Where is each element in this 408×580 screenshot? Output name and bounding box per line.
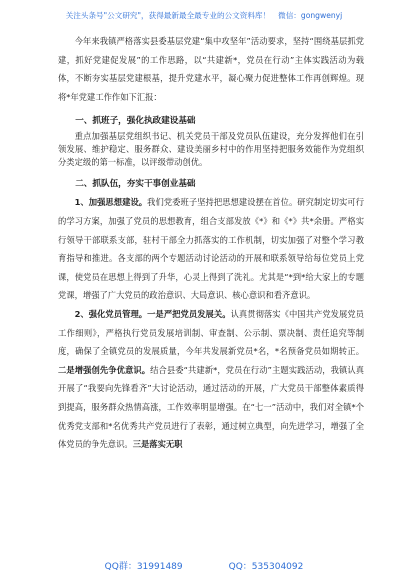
document-body xyxy=(58,32,364,454)
footer-qq-group: QQ群：31991489 xyxy=(104,562,183,572)
activity-text: 结合县委“共建新*，党员在行动”主题实践活动，我镇认真开展了“我要向先锋看齐”大讨论活动，通过活动的开展，广大党员干部整体素质得到提高，服务群众热情高涨，工作效率明显增强。在“七一”活动中，我们对全镇*个优秀党支部和*名优秀共产党员进行了表彰，通过树立典型，向先进学习，增强了全体党员的争先意识。 xyxy=(58,364,364,450)
section-1-paragraph: 重点加强基层党组织书记、机关党员干部及党员队伍建设，充分发挥他们在引领发展、维护稳定、服务群众、建设美丽乡村中的作用坚持把服务效能作为党组织分类定级的第一标准，以评级带动创优。 xyxy=(58,131,364,168)
thought-building-lead: 1、加强思想建设。 xyxy=(74,197,148,208)
member-management-tail: 二是增强创先争优意识。 xyxy=(58,364,151,375)
member-management-lead: 2、强化党员管理。一是严把党员发展关。 xyxy=(74,308,231,319)
paragraph-thought-building xyxy=(58,193,364,305)
section-heading-1: 一、抓班子，强化执政建设基础 xyxy=(75,116,196,127)
banner-promo-text: 关注头条号"公文研究"，获得最新最全最专业的公文资料库！ xyxy=(65,11,271,20)
member-management-text: 认真贯彻落实《中国共产党发展党员工作细则》，严格执行党员发展培训制、审查制、公示制、票决制、责任追究等制度，确保了全镇党员的发展质量，今年共发展新党员*名，*名预备党员如期转正。 xyxy=(58,308,364,357)
paragraph-member-management xyxy=(58,305,364,454)
section-heading-2: 二、抓队伍，夯实干事创业基础 xyxy=(75,179,196,190)
activity-tail: 三是落实无职 xyxy=(132,439,183,450)
footer-qq: QQ：535304092 xyxy=(228,562,304,572)
banner-wechat-text: 微信：gongwenyj xyxy=(278,11,343,20)
intro-paragraph: 今年来我镇严格落实县委基层党建“集中攻坚年”活动要求，坚持“围绕基层抓党建，抓好党建促发展”的工作思路，以“共建新*，党员在行动”主体实践活动为载体，不断夯实基层党建根基，提升党建水平，凝心聚力促进整体工作再创辉煌。现将*年党建工作作如下汇报： xyxy=(58,36,364,102)
thought-building-text: 我们党委班子坚持把思想建设摆在首位。研究制定切实可行的学习方案，加强了党员的思想教育，组合支部发放《*》和《*》共*余册。严格实行领导干部联系支部，驻村干部全力抓落实的工作机制，切实加强了对整个学习教育指导和推进。各支部的两个专题活动讨论活动的开展和联系领导给每位党员上党课，使党员在思想上得到了升华，心灵上得到了洗礼。尤其是“*到*给大家上的专题党课，增强了广大党员的政治意识、大局意识、核心意识和看齐意识。 xyxy=(58,197,364,301)
header-banner xyxy=(0,10,408,21)
footer xyxy=(0,559,408,572)
